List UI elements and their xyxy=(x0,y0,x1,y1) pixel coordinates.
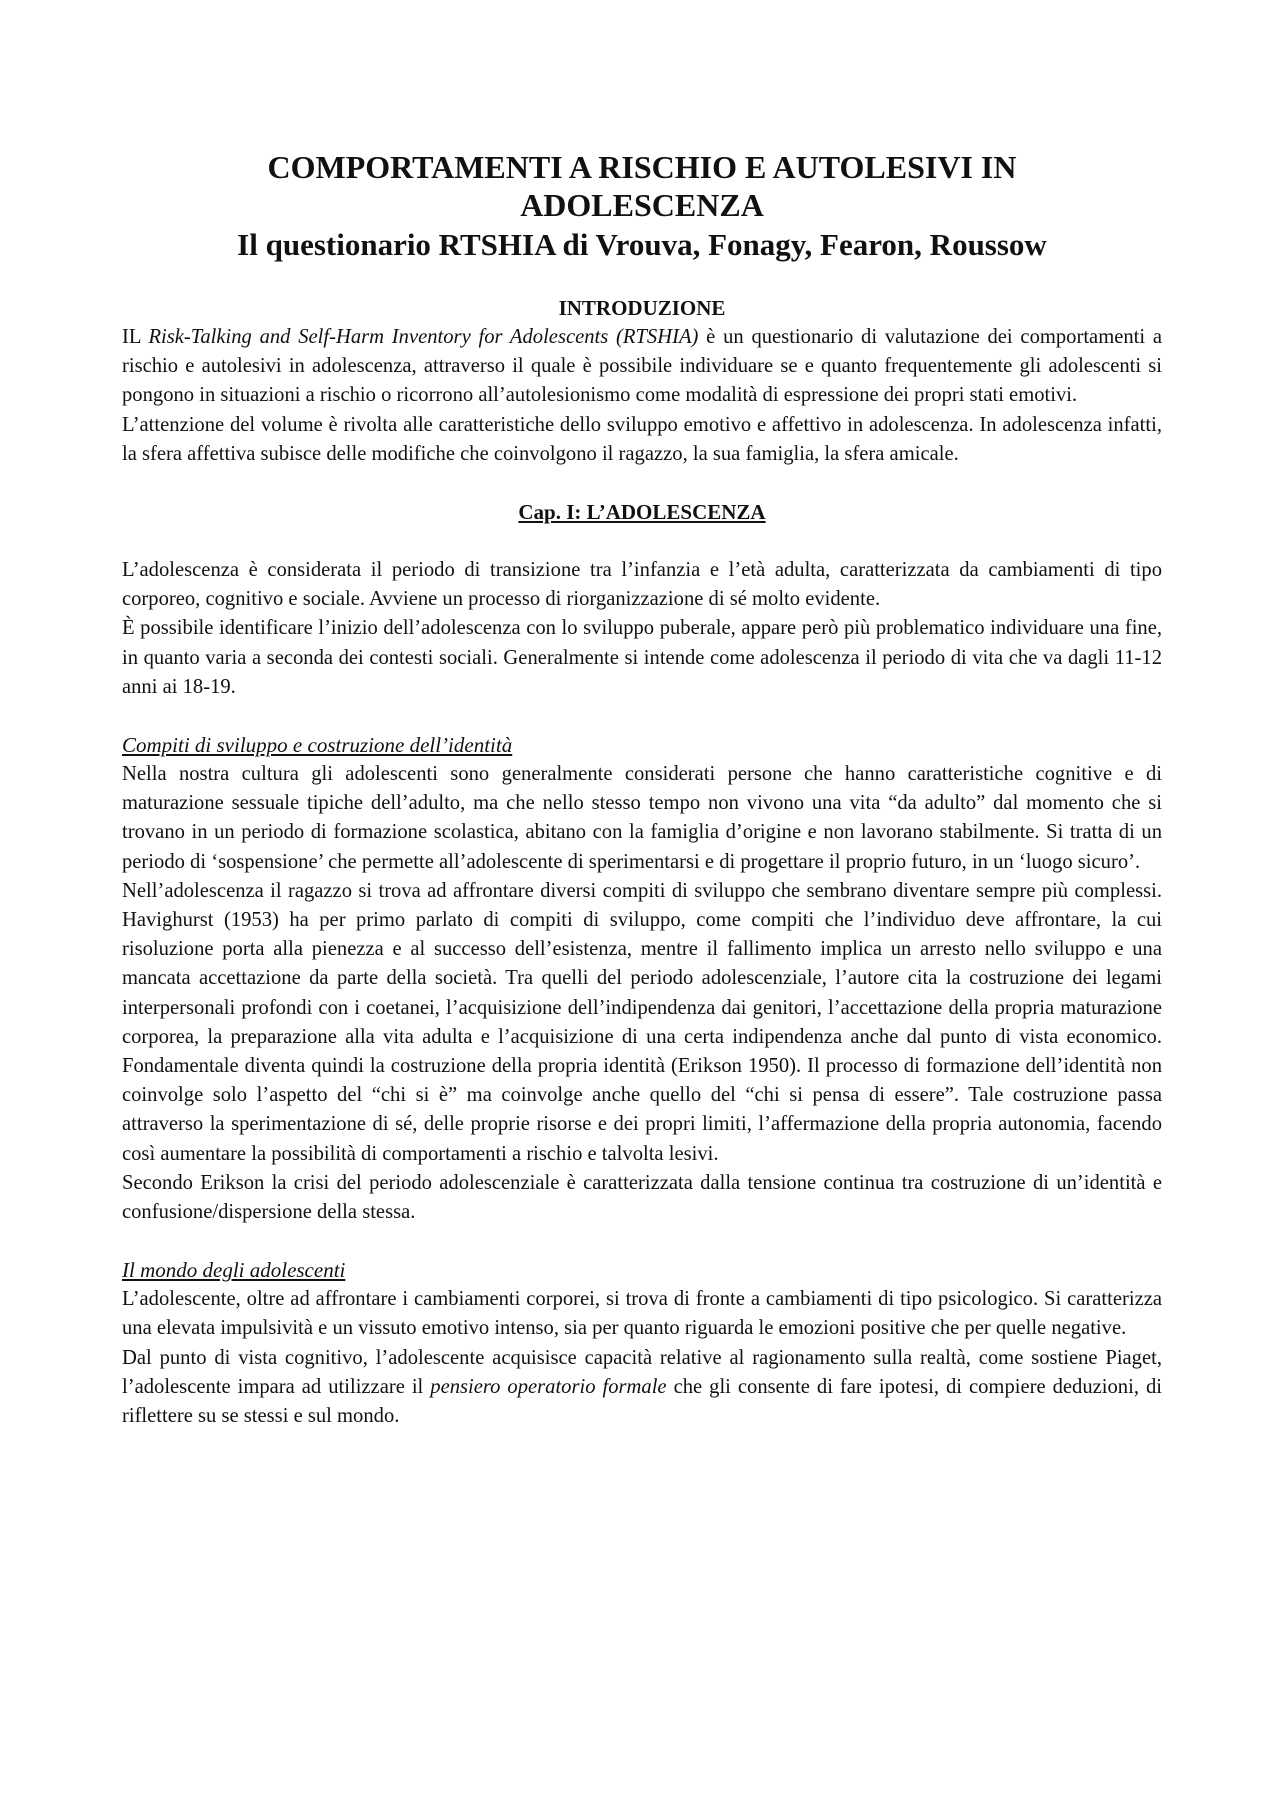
section-compiti-paragraph-3: Secondo Erikson la crisi del periodo adolescenziale è caratterizzata dalla tensione continua tra costruzione di un’identità e confusione/dispersione della stessa. xyxy=(122,1171,1162,1224)
intro-paragraph-2: L’attenzione del volume è rivolta alle caratteristiche dello sviluppo emotivo e affettivo in adolescenza. In adolescenza infatti, la sfera affettiva subisce delle modifiche che coinvolgono il ragazzo, la sua famiglia, la sfera amicale. xyxy=(122,413,1162,465)
spacer xyxy=(122,702,1162,731)
title-line-1: COMPORTAMENTI A RISCHIO E AUTOLESIVI IN xyxy=(267,149,1017,185)
intro-heading: INTRODUZIONE xyxy=(558,296,726,320)
spacer xyxy=(122,1227,1162,1256)
document-page xyxy=(122,148,1162,1431)
mondo-p2-italic: pensiero operatorio formale xyxy=(430,1375,667,1398)
chapter-1-paragraph-2: È possibile identificare l’inizio dell’adolescenza con lo sviluppo puberale, appare però più problematico individuare una fine, in quanto varia a seconda dei contesti sociali. Generalmente si intende come adolescenza il periodo di vita che va dagli 11-12 anni ai 18-19. xyxy=(122,617,1162,698)
intro-p1-italic: Risk-Talking and Self-Harm Inventory for Adolescents (RTSHIA) xyxy=(148,326,699,348)
chapter-1-heading: Cap. I: L’ADOLESCENZA xyxy=(518,500,766,525)
mondo-p2-end: che gli consente di fare ipotesi, di compiere deduzioni, di riflettere su se stessi e sul mondo. xyxy=(122,1375,1162,1428)
section-compiti-paragraph-1: Nella nostra cultura gli adolescenti sono generalmente considerati persone che hanno caratteristiche cognitive e di maturazione sessuale tipiche dell’adulto, ma che nello stesso tempo non vivono una vita “da adulto” dal momento che si trovano in un periodo di formazione scolastica, abitano con la famiglia d’origine e non lavorano stabilmente. Si tratta di un periodo di ‘sospensione’ che permette all’adolescente di sperimentarsi e di progettare il proprio futuro, in un ‘luogo sicuro’. xyxy=(122,763,1162,873)
section-mondo-paragraph-1: L’adolescente, oltre ad affrontare i cambiamenti corporei, si trova di fronte a cambiamenti di tipo psicologico. Si caratterizza una elevata impulsività e un vissuto emotivo intenso, sia per quanto riguarda le emozioni positive che per quelle negative. xyxy=(122,1288,1162,1340)
document-subtitle: Il questionario RTSHIA di Vrouva, Fonagy, Fearon, Roussow xyxy=(237,227,1047,262)
intro-paragraph-1 xyxy=(122,323,1162,411)
section-mondo-heading: Il mondo degli adolescenti xyxy=(122,1258,346,1283)
document-title xyxy=(122,148,1162,224)
section-compiti-paragraph-2: Nell’adolescenza il ragazzo si trova ad affrontare diversi compiti di sviluppo che sembrano diventare sempre più complessi. Havighurst (1953) ha per primo parlato di compiti di sviluppo, come compiti che l’individuo deve affrontare, la cui risoluzione porta alla pienezza e al successo dell’esistenza, mentre il fallimento implica un arresto nello sviluppo e una mancata accettazione da parte della società. Tra quelli del periodo adolescenziale, l’autore cita la costruzione dei legami interpersonali profondi con i coetanei, l’acquisizione dell’indipendenza dai genitori, l’accettazione della propria maturazione corporea, la preparazione alla vita adulta e l’acquisizione di una certa indipendenza anche dal punto di vista economico. Fondamentale diventa quindi la costruzione della propria identità (Erikson 1950). Il processo di formazione dell’identità non coinvolge solo l’aspetto del “chi si è” ma coinvolge anche quello del “chi si pensa di essere”. Tale costruzione passa attraverso la sperimentazione di sé, delle proprie risorse e dei propri limiti, l’affermazione della propria autonomia, facendo così aumentare la possibilità di comportamenti a rischio e talvolta lesivi. xyxy=(122,879,1162,1165)
mondo-p2-start: Dal punto di vista cognitivo, l’adolescente acquisisce capacità relative al ragionamento sulla realtà, come sostiene Piaget, l’adolescente impara ad utilizzare il xyxy=(122,1346,1162,1398)
section-compiti-heading: Compiti di sviluppo e costruzione dell’identità xyxy=(122,733,513,758)
spacer xyxy=(122,527,1162,556)
intro-p1-end: è un questionario di valutazione dei comportamenti a rischio e autolesivi in adolescenza, attraverso il quale è possibile individuare se e quanto frequentemente gli adolescenti si pongono in situazioni a rischio o ricorrono all’autolesionismo come modalità di espressione dei propri stati emotivi. xyxy=(122,326,1163,407)
title-line-2: ADOLESCENZA xyxy=(520,187,764,223)
section-mondo-paragraph-2 xyxy=(122,1344,1162,1432)
chapter-1-paragraph-1: L’adolescenza è considerata il periodo di transizione tra l’infanzia e l’età adulta, caratterizzata da cambiamenti di tipo corporeo, cognitivo e sociale. Avviene un processo di riorganizzazione di sé molto evidente. xyxy=(122,559,1162,611)
intro-p1-start: IL xyxy=(122,326,149,348)
